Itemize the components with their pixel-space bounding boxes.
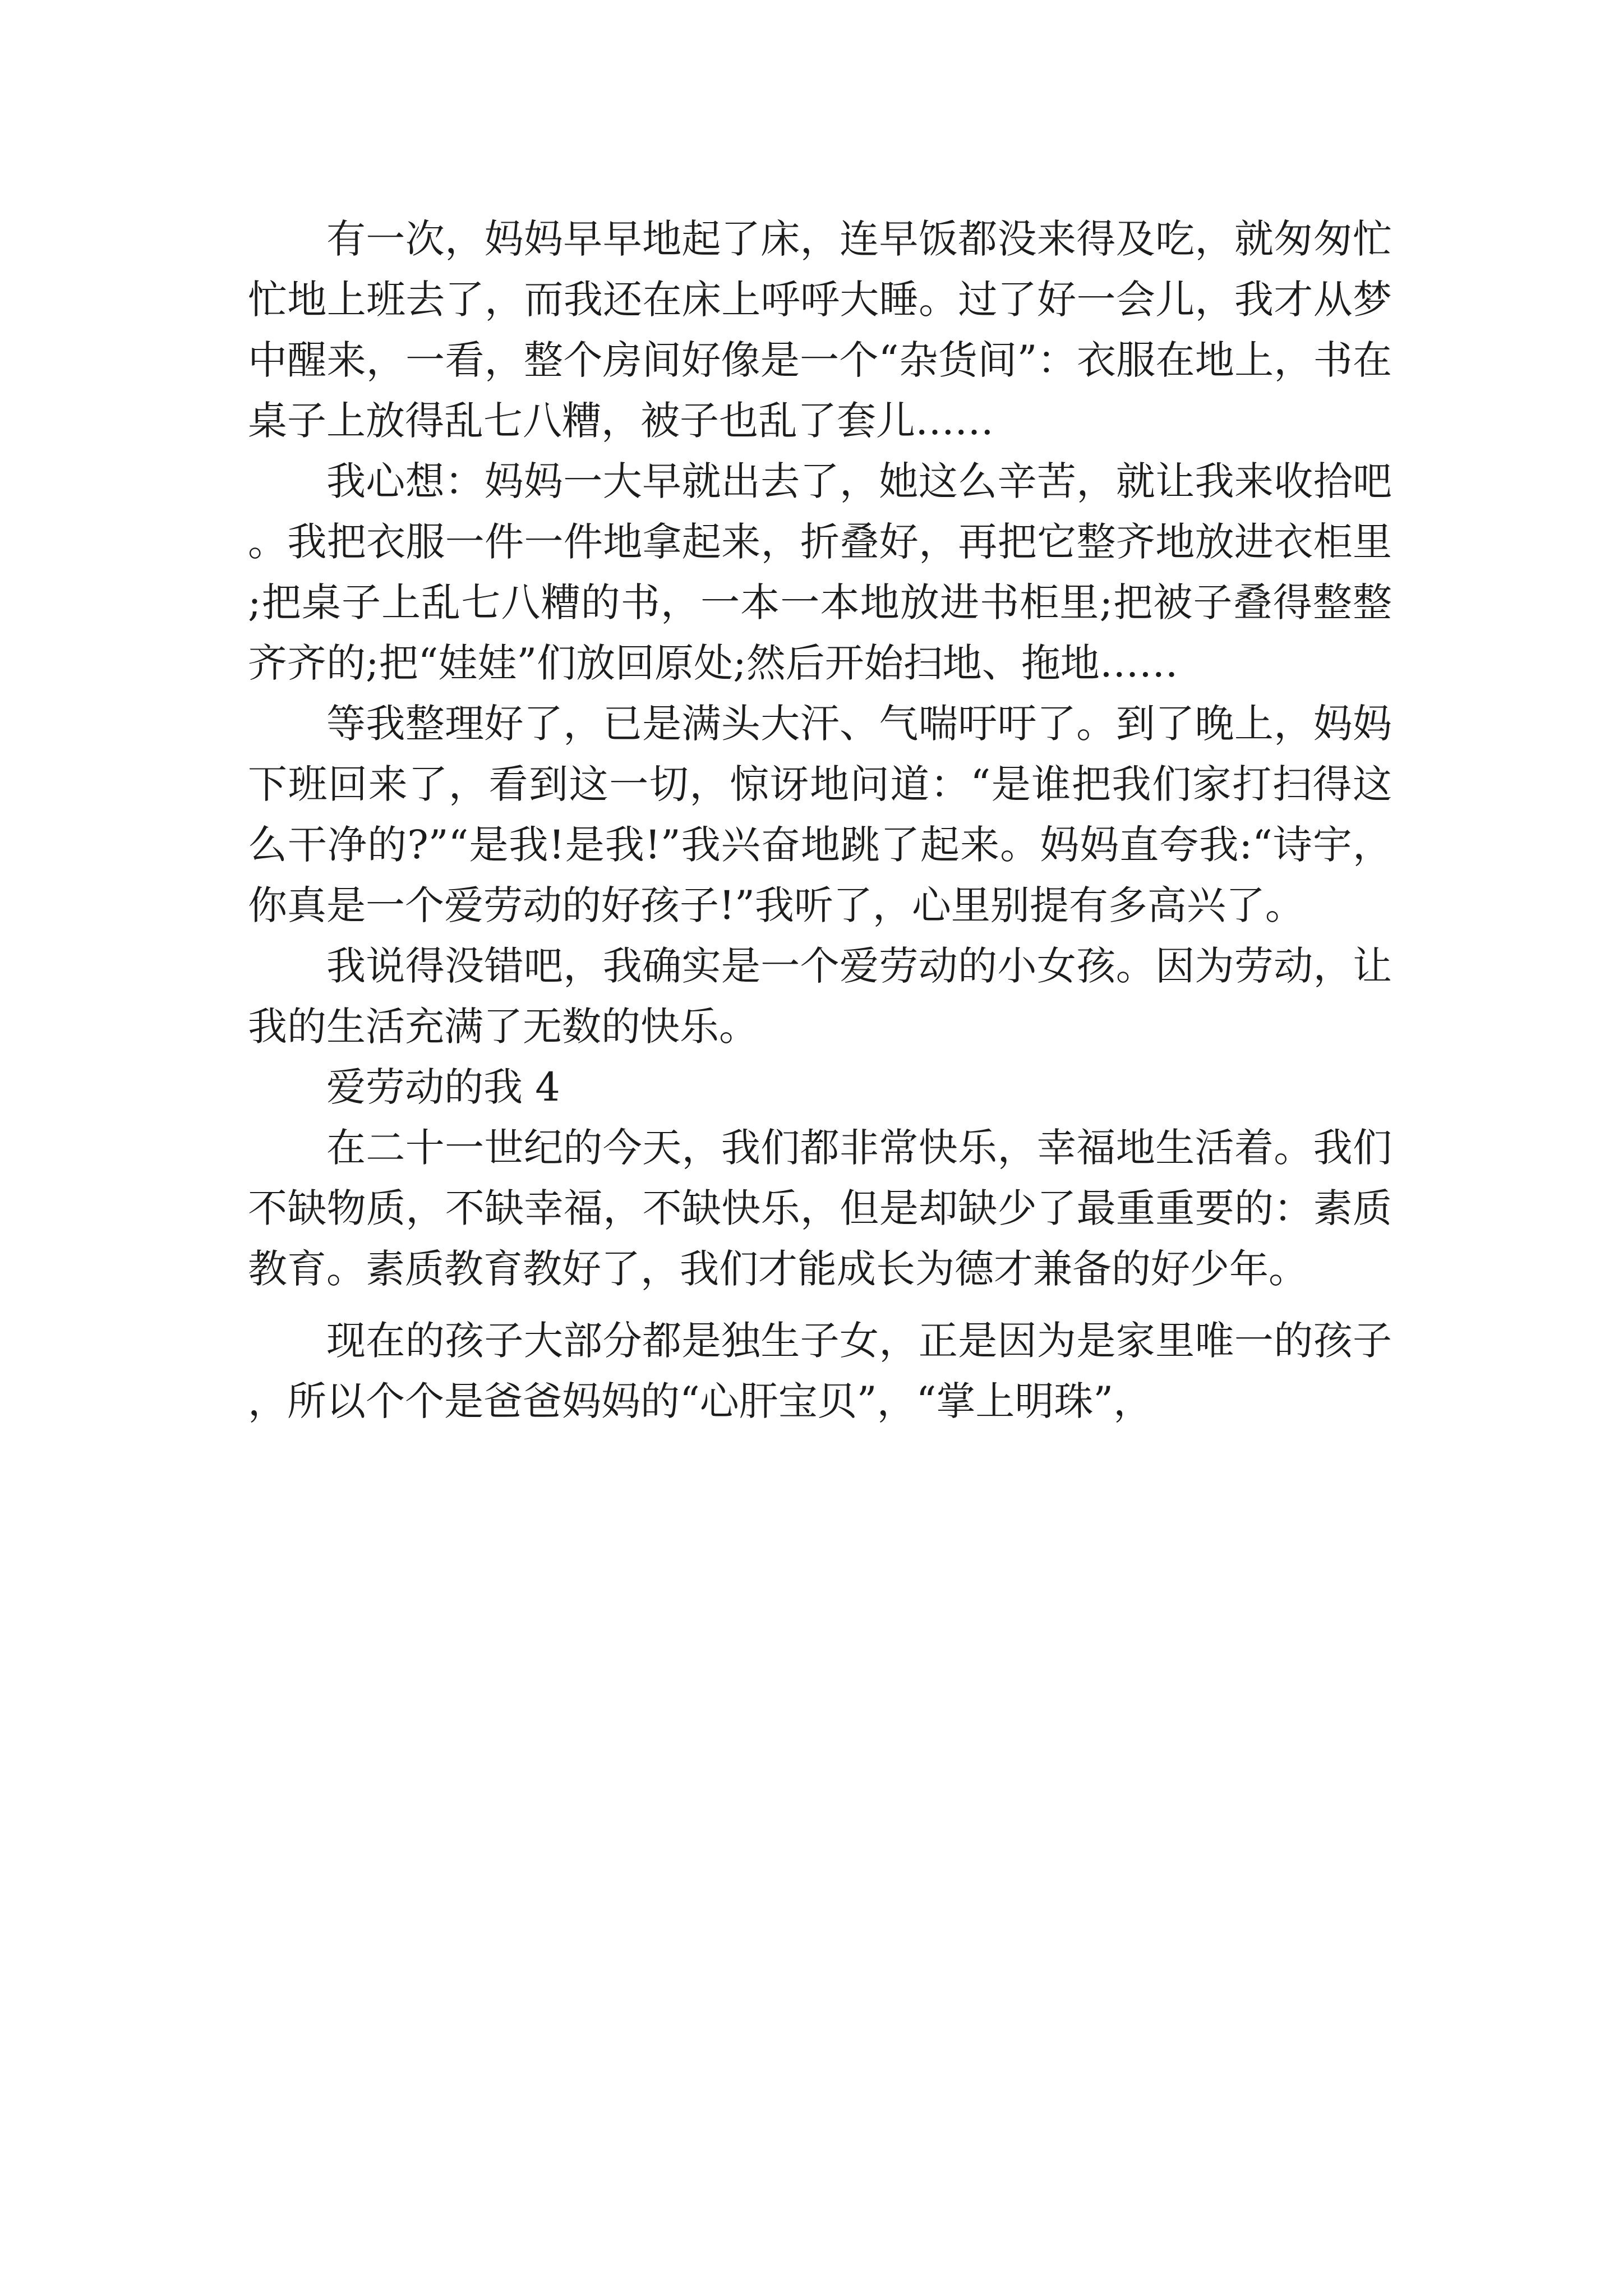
paragraph-3: 等我整理好了，已是满头大汗、气喘吁吁了。到了晚上，妈妈下班回来了，看到这一切，惊讶地问道：“是谁把我们家打扫得这么干净的?”“是我!是我!”我兴奋地跳了起来。妈妈直夸我:“诗宇，你真是一个爱劳动的好孩子!”我听了，心里别提有多高兴了。 [248,701,1392,928]
paragraph-4: 我说得没错吧，我确实是一个爱劳动的小女孩。因为劳动，让我的生活充满了无数的快乐。 [248,943,1392,1050]
paragraph-1: 有一次，妈妈早早地起了床，连早饭都没来得及吃，就匆匆忙忙地上班去了，而我还在床上呼呼大睡。过了好一会儿，我才从梦中醒来，一看，整个房间好像是一个“杂货间”：衣服在地上，书在桌子上放得乱七八糟，被子也乱了套儿…… [248,216,1392,444]
paragraph-2: 我心想：妈妈一大早就出去了，她这么辛苦，就让我来收拾吧。我把衣服一件一件地拿起来，折叠好，再把它整齐地放进衣柜里;把桌子上乱七八糟的书，一本一本地放进书柜里;把被子叠得整整齐齐的;把“娃娃”们放回原处;然后开始扫地、拖地…… [248,458,1392,686]
paragraph-5: 在二十一世纪的今天，我们都非常快乐，幸福地生活着。我们不缺物质，不缺幸福，不缺快乐，但是却缺少了最重重要的：素质教育。素质教育教好了，我们才能成长为德才兼备的好少年。 [248,1125,1392,1292]
paragraph-6: 现在的孩子大部分都是独生子女，正是因为是家里唯一的孩子，所以个个是爸爸妈妈的“心肝宝贝”，“掌上明珠”， [248,1318,1392,1424]
section-heading: 爱劳动的我 4 [326,1064,560,1110]
text-column [248,209,1392,1432]
